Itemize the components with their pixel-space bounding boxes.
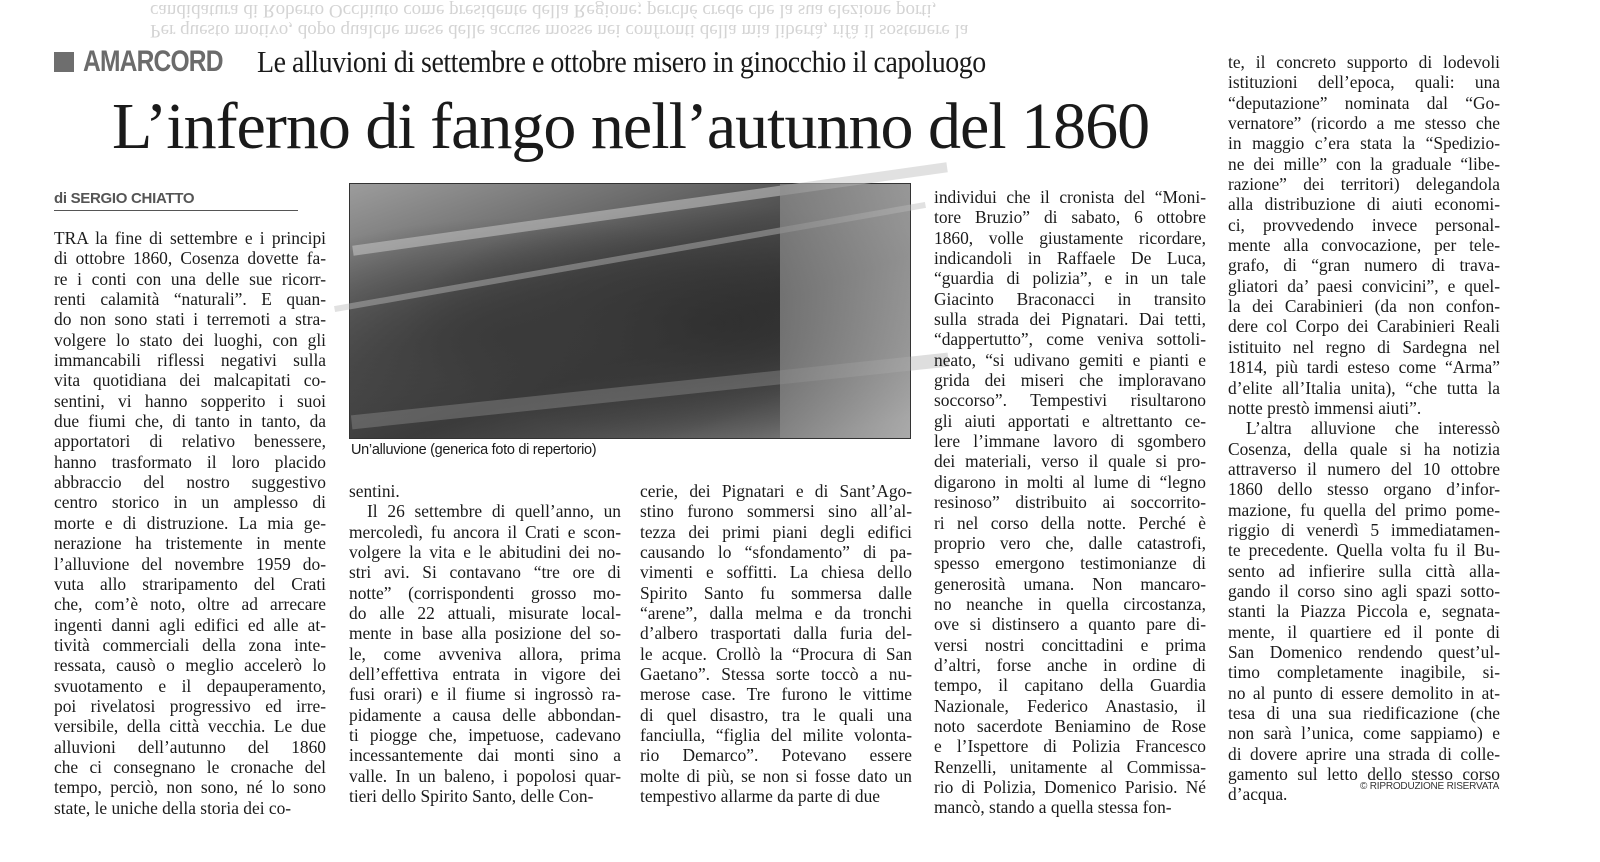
text-line: d’altri, forse anche in ordine di xyxy=(934,654,1206,675)
text-line: l’alluvione del novembre 1959 do- xyxy=(54,553,326,574)
text-line: nerazione ha tristemente in mente xyxy=(54,533,326,554)
text-line: stri avi. Si contavano “tre ore di xyxy=(349,562,621,583)
text-line: neato, “si udivano gemiti e pianti e xyxy=(934,349,1206,370)
text-line: e l’Ispettore di Polizia Francesco xyxy=(934,736,1206,757)
text-line: Renzelli, unitamente al Commissa- xyxy=(934,756,1206,777)
text-line: sulla strada dei Pignatari. Dai tetti, xyxy=(934,309,1206,330)
text-line: Il 26 settembre di quell’anno, un xyxy=(367,501,621,522)
text-line: istituito nel regno di Sardegna nel xyxy=(1228,336,1500,357)
text-line: vimenti e soffitti. La chiesa dello xyxy=(640,562,912,583)
text-line: stanti la Piazza Piccola e, segnata- xyxy=(1228,601,1500,622)
text-line: molte di più, se non si fosse dato un xyxy=(640,765,912,786)
text-line: soccorso”. Tempestivi risultarono xyxy=(934,390,1206,411)
text-line: rio di Polizia, Domenico Parisio. Né xyxy=(934,776,1206,797)
text-line: gliatori da’ paesi convicini”, e quel- xyxy=(1228,275,1500,296)
text-line: noto sacerdote Beniamino de Rose xyxy=(934,715,1206,736)
text-line: che, com’è noto, oltre ad arrecare xyxy=(54,594,326,615)
text-line: attraverso il numero del 10 ottobre xyxy=(1228,458,1500,479)
text-line: istituzioni dell’epoca, quali: una xyxy=(1228,72,1500,93)
text-line: ingenti danni agli edifici ed alle at- xyxy=(54,614,326,635)
text-line: immancabili riflessi negativi sulla xyxy=(54,350,326,371)
article-column-3 xyxy=(640,481,912,807)
headline: L’inferno di fango nell’autunno del 1860 xyxy=(112,90,1150,163)
text-line: apportatori di relativo benessere, xyxy=(54,431,326,452)
text-line: individui che il cronista del “Moni- xyxy=(934,187,1206,207)
text-line: mente in base alla posizione del so- xyxy=(349,623,621,644)
text-line: valle. In un baleno, i popolosi quar- xyxy=(349,765,621,786)
text-line: resinoso” distribuito ai soccorrito- xyxy=(934,492,1206,513)
text-line: dell’effettiva entrata in vigore dei xyxy=(349,664,621,685)
photo-caption: Un’alluvione (generica foto di repertorio) xyxy=(351,442,597,458)
text-line: digarono in molti al lume di “legno xyxy=(934,471,1206,492)
text-line: d’elite all’Italia unita), “che tutta la xyxy=(1228,377,1500,398)
text-line: vernatore” (ricordo a me stesso che xyxy=(1228,113,1500,134)
text-line: sentini. xyxy=(349,481,400,501)
text-line: sentini, vi hanno sopperito i suoi xyxy=(54,390,326,411)
text-line: Nazionale, Federico Anastasio, il xyxy=(934,695,1206,716)
text-line: tività commerciali della zona inte- xyxy=(54,634,326,655)
text-line: svuotamento e il depauperamento, xyxy=(54,675,326,696)
text-line: due fiumi che, di tanto in tanto, da xyxy=(54,411,326,432)
text-line: morte e di distruzione. La mia ge- xyxy=(54,512,326,533)
text-line: razione” dei territori) delegandola xyxy=(1228,174,1500,195)
text-line: mancò, stando a quella stessa fon- xyxy=(934,797,1172,818)
text-line: state, le uniche della storia dei co- xyxy=(54,797,292,818)
subheadline: Le alluvioni di settembre e ottobre misero in ginocchio il capoluogo xyxy=(257,44,986,79)
article-column-4 xyxy=(934,187,1206,818)
bleed-line: candidatura di Roberto Occhiuto come presidente della Regione; perché crede che la sua elezione porti, xyxy=(150,0,937,21)
text-line: “guardia di polizia”, e in un tale xyxy=(934,268,1206,289)
text-line: di dovere aprire una strada di colle- xyxy=(1228,743,1500,764)
text-line: generosità umana. Non mancaro- xyxy=(934,573,1206,594)
text-line: rio Demarco”. Potevano essere xyxy=(640,745,912,766)
text-line: proprio vero che, dalle catastrofi, xyxy=(934,532,1206,553)
text-line: dei materiali, verso il quale si pro- xyxy=(934,451,1206,472)
text-line: pidamente a causa delle abbondan- xyxy=(349,704,621,725)
flood-photo xyxy=(349,183,911,439)
text-line: vita quotidiana dei malcapitati co- xyxy=(54,370,326,391)
text-line: “deputazione” nominata dal “Go- xyxy=(1228,92,1500,113)
text-line: versibile, della città vecchia. Le due xyxy=(54,716,326,737)
text-line: vuta allo straripamento del Crati xyxy=(54,573,326,594)
text-line: volgere la vita e le abitudini dei no- xyxy=(349,542,621,563)
text-line: Gaetano”. Stessa sorte toccò a nu- xyxy=(640,664,912,685)
text-line: te precedente. Quella volta fu il Bu- xyxy=(1228,540,1500,561)
text-line: te, il concreto supporto di lodevoli xyxy=(1228,52,1500,72)
text-line: mente, il quartiere ed il ponte di xyxy=(1228,621,1500,642)
text-line: tore Bruzio” di sabato, 6 ottobre xyxy=(934,207,1206,228)
header-row xyxy=(54,42,1067,82)
text-line: “dappertutto”, come veniva sottoli- xyxy=(934,329,1206,350)
bleed-through-text xyxy=(150,0,1230,40)
text-line: causando lo “sfondamento” di pa- xyxy=(640,542,912,563)
text-line: renti calamità “naturali”. E quan- xyxy=(54,289,326,310)
text-line: gando il corso sino agli spazi sotto- xyxy=(1228,580,1500,601)
text-line: ne dei mille” con la graduale “libe- xyxy=(1228,153,1500,174)
text-line: 1860, volle giustamente ricordare, xyxy=(934,227,1206,248)
kicker-square-icon xyxy=(54,52,74,72)
text-line: centro storico in un amplesso di xyxy=(54,492,326,513)
text-line: ri nel corso della notte. Perché è xyxy=(934,512,1206,533)
byline: di SERGIO CHIATTO xyxy=(54,190,298,211)
text-line: San Domenico rendendo quest’ul- xyxy=(1228,641,1500,662)
text-line: volgere lo stato dei luoghi, con gli xyxy=(54,329,326,350)
text-line: cerie, dei Pignatari e di Sant’Ago- xyxy=(640,481,912,501)
text-line: non sarà l’unica, come sappiamo) e xyxy=(1228,723,1500,744)
text-line: Spirito Santo fu sommersa dalle xyxy=(640,582,912,603)
text-line: Giacinto Braconacci in transito xyxy=(934,288,1206,309)
text-line: 1860 dello stesso organo d’infor- xyxy=(1228,479,1500,500)
text-line: TRA la fine di settembre e i principi xyxy=(54,228,326,248)
article-column-1 xyxy=(54,228,326,818)
text-line: la dei Carabinieri (da non confon- xyxy=(1228,296,1500,317)
text-line: notte” (corrispondenti grosso mo- xyxy=(349,582,621,603)
bleed-line: Per questo motivo, dopo qualche mese delle accuse mosse nei confronti della mia libertà, rifà il sostenere la xyxy=(150,20,969,41)
text-line: notte prestò immensi aiuti”. xyxy=(1228,397,1422,418)
text-line: timo completamente inagibile, si- xyxy=(1228,662,1500,683)
section-kicker: AMARCORD xyxy=(83,45,223,78)
text-line: indicandoli in Raffaele De Luca, xyxy=(934,248,1206,269)
text-line: che ci consegnano le cronache del xyxy=(54,756,326,777)
text-line: mercoledì, fu ancora il Crati e scon- xyxy=(349,521,621,542)
text-line: le acque. Crollò la “Procura di San xyxy=(640,643,912,664)
text-line: Cosenza, della quale si ha notizia xyxy=(1228,438,1500,459)
text-line: grafo, di “gran numero di trava- xyxy=(1228,255,1500,276)
text-line: fanciulla, “figlia del milite volonta- xyxy=(640,725,912,746)
text-line: riggio di venerdì 5 immediatamen- xyxy=(1228,519,1500,540)
text-line: do non sono stati i terremoti a stra- xyxy=(54,309,326,330)
text-line: tempo, perciò, non sono, né lo sono xyxy=(54,777,326,798)
copyright-notice: © RIPRODUZIONE RISERVATA xyxy=(1360,781,1500,792)
text-line: tieri dello Spirito Santo, delle Con- xyxy=(349,786,594,807)
text-line: fusi orari) e il fiume si ingrossò ra- xyxy=(349,684,621,705)
text-line: mente alla convocazione, per tele- xyxy=(1228,235,1500,256)
text-line: abbraccio del nostro suggestivo xyxy=(54,472,326,493)
text-line: tesa di una sua riedificazione (che xyxy=(1228,703,1500,723)
text-line: re i conti con una delle sue ricorr- xyxy=(54,268,326,289)
text-line: 1814, più tardi esteso come “Arma” xyxy=(1228,357,1500,378)
text-line: sento ad infierire sulla città alla- xyxy=(1228,560,1500,581)
text-line: “arene”, dalla melma e da tronchi xyxy=(640,603,912,624)
text-line: alla distribuzione di aiuti economi- xyxy=(1228,194,1500,215)
text-line: hanno trasformato il loro placido xyxy=(54,451,326,472)
text-line: no al punto di essere demolito in at- xyxy=(1228,682,1500,703)
article-column-5 xyxy=(1228,52,1500,805)
text-line: L’altra alluvione che interessò xyxy=(1246,418,1500,439)
text-line: tempestivo allarme da parte di due xyxy=(640,786,880,807)
text-line: in maggio c’era stata la “Spedizio- xyxy=(1228,133,1500,154)
text-line: grida dei miseri che imploravano xyxy=(934,370,1206,391)
article-column-2 xyxy=(349,481,621,807)
text-line: tempo, il capitano della Guardia xyxy=(934,675,1206,696)
text-line: mazione, fu quella del primo pome- xyxy=(1228,499,1500,520)
text-line: ti piogge che, impetuose, cadevano xyxy=(349,725,621,746)
text-line: tezza dei primi piani degli edifici xyxy=(640,521,912,542)
text-line: di ottobre 1860, Cosenza dovette fa- xyxy=(54,248,326,269)
text-line: ove si distinsero a quanto pare di- xyxy=(934,614,1206,635)
text-line: stino furono sommersi sino all’al- xyxy=(640,501,912,522)
text-line: gli aiuti apportati e altrettanto ce- xyxy=(934,410,1206,431)
text-line: ressata, causò o meglio accelerò lo xyxy=(54,655,326,676)
text-line: lere l’immane lavoro di sgombero xyxy=(934,431,1206,452)
text-line: le, come avveniva allora, prima xyxy=(349,643,621,664)
text-line: spesso emergono testimonianze di xyxy=(934,553,1206,574)
text-line: versi nostri concittadini e prima xyxy=(934,634,1206,655)
text-line: d’albero trasportati dalla furia del- xyxy=(640,623,912,644)
text-line: incessantemente dai monti sino a xyxy=(349,745,621,766)
text-line: poi rivelatosi progressivo ed irre- xyxy=(54,695,326,716)
text-line: dere col Corpo dei Carabinieri Reali xyxy=(1228,316,1500,337)
text-line: merose case. Tre furono le vittime xyxy=(640,684,912,705)
text-line: alluvioni dell’autunno del 1860 xyxy=(54,736,326,757)
text-line: d’acqua. xyxy=(1228,784,1288,805)
text-line: ci, provvedendo invece personal- xyxy=(1228,214,1500,235)
text-line: gamento sul letto dello stesso corso xyxy=(1228,764,1500,785)
text-line: no neanche in quella circostanza, xyxy=(934,593,1206,614)
text-line: do alle 22 attuali, misurate local- xyxy=(349,603,621,624)
text-line: di quel disastro, tra le quali una xyxy=(640,704,912,725)
